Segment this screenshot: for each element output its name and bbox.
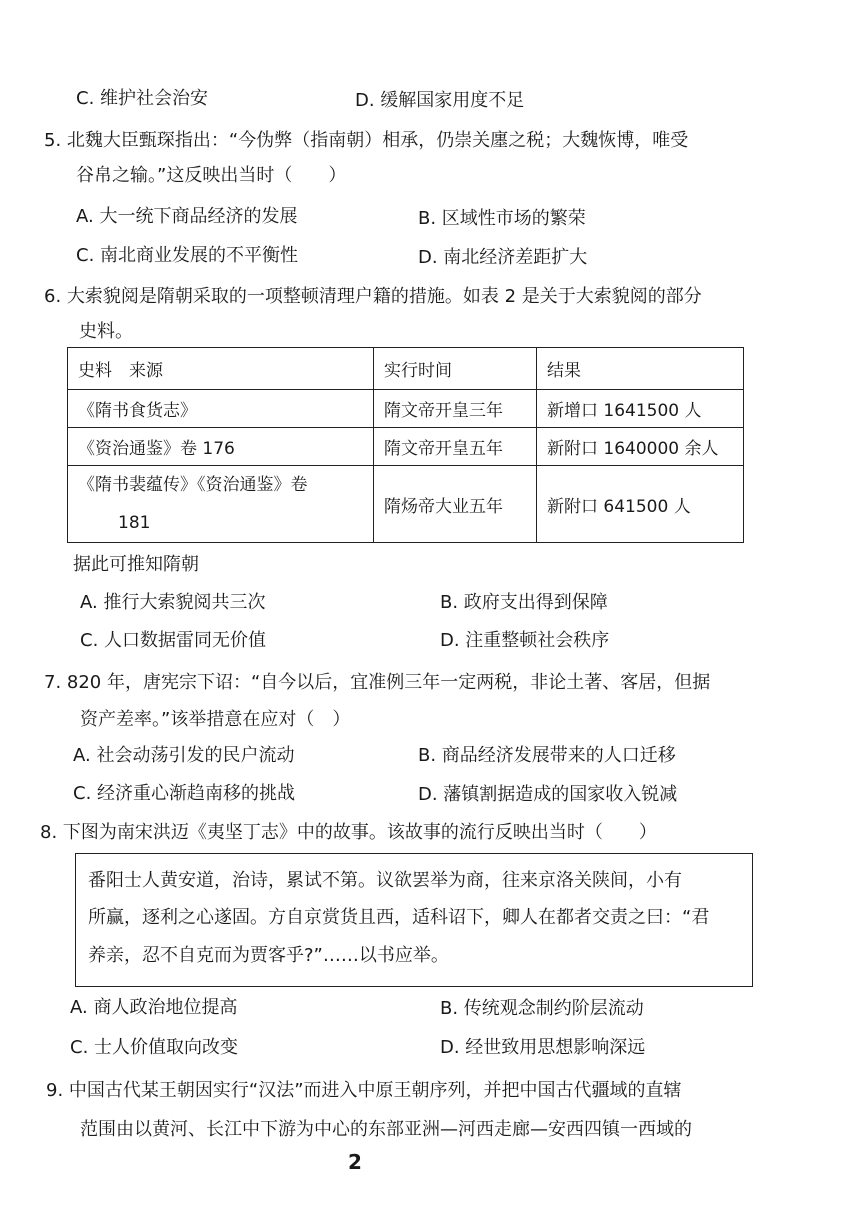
q9-stem-line1: 9. 中国古代某王朝因实行“汉法”而进入中原王朝序列，并把中国古代疆域的直辖 (46, 1080, 682, 1101)
q8-quote-box (75, 853, 753, 987)
table-cell-result: 新附口 641500 人 (537, 466, 744, 543)
table-cell-result: 新增口 1641500 人 (537, 390, 744, 428)
table-cell-source (68, 466, 374, 543)
table-cell-source: 《资治通鉴》卷 176 (68, 428, 374, 466)
q6-stem-line2: 史料。 (79, 321, 133, 342)
table-cell-time: 隋炀帝大业五年 (374, 466, 537, 543)
table-header: 实行时间 (374, 348, 537, 390)
q6-stem-line1: 6. 大索貌阅是隋朝采取的一项整顿清理户籍的措施。如表 2 是关于大索貌阅的部分 (44, 286, 702, 307)
table-row (68, 390, 744, 428)
q7-option-c[interactable]: C. 经济重心渐趋南移的挑战 (73, 783, 296, 804)
table-header: 史料 来源 (68, 348, 374, 390)
q6-after-table: 据此可推知隋朝 (73, 554, 199, 575)
q7-stem-line1: 7. 820 年，唐宪宗下诏：“自今以后，宜准例三年一定两税，非论土著、客居，但据 (44, 672, 711, 693)
q7-option-d[interactable]: D. 藩镇割据造成的国家收入锐减 (418, 784, 678, 805)
table-header: 结果 (537, 348, 744, 390)
q6-option-a[interactable]: A. 推行大索貌阅共三次 (80, 592, 266, 613)
table-cell-source: 《隋书食货志》 (68, 390, 374, 428)
table-cell-source-line1: 《隋书裴蕴传》《资治通鉴》卷 (78, 475, 308, 495)
q8-option-c[interactable]: C. 士人价值取向改变 (70, 1037, 239, 1058)
q8-stem: 8. 下图为南宋洪迈《夷坚丁志》中的故事。该故事的流行反映出当时（ ） (40, 822, 657, 843)
q8-quote-line1: 番阳士人黄安道，治诗，累试不第。议欲罢举为商，往来京洛关陕间，小有 (88, 870, 682, 891)
q4-option-d[interactable]: D. 缓解国家用度不足 (355, 90, 525, 111)
page-number: 2 (348, 1150, 362, 1174)
table-cell-result: 新附口 1640000 余人 (537, 428, 744, 466)
table-cell-time: 隋文帝开皇三年 (374, 390, 537, 428)
q7-option-a[interactable]: A. 社会动荡引发的民户流动 (73, 745, 295, 766)
q5-option-d[interactable]: D. 南北经济差距扩大 (418, 247, 588, 268)
q6-option-d[interactable]: D. 注重整顿社会秩序 (440, 630, 610, 651)
source-table (67, 347, 744, 543)
q7-stem-line2: 资产差率。”该举措意在应对（ ） (80, 709, 351, 730)
q5-stem-line1: 5. 北魏大臣甄琛指出：“今伪弊（指南朝）相承，仍崇关廛之税；大魏恢博，唯受 (44, 130, 689, 151)
q9-stem-line2: 范围由以黄河、长江中下游为中心的东部亚洲—河西走廊—安西四镇一西域的 (80, 1119, 692, 1140)
q8-option-a[interactable]: A. 商人政治地位提高 (70, 997, 238, 1018)
q6-option-c[interactable]: C. 人口数据雷同无价值 (80, 630, 267, 651)
q7-option-b[interactable]: B. 商品经济发展带来的人口迁移 (418, 745, 676, 766)
q5-option-c[interactable]: C. 南北商业发展的不平衡性 (76, 245, 299, 266)
q8-option-d[interactable]: D. 经世致用思想影响深远 (440, 1037, 646, 1058)
q6-option-b[interactable]: B. 政府支出得到保障 (440, 592, 608, 613)
q5-option-b[interactable]: B. 区域性市场的繁荣 (418, 208, 586, 229)
q5-stem-line2: 谷帛之输。”这反映出当时（ ） (76, 165, 347, 186)
table-row (68, 428, 744, 466)
table-header-row (68, 348, 744, 390)
table-row (68, 466, 744, 543)
table-cell-time: 隋文帝开皇五年 (374, 428, 537, 466)
q8-quote-line2: 所赢，逐利之心遂固。方自京赏货且西，适科诏下，卿人在都者交责之曰：“君 (88, 907, 710, 928)
q4-option-c[interactable]: C. 维护社会治安 (76, 88, 209, 109)
q8-option-b[interactable]: B. 传统观念制约阶层流动 (440, 998, 644, 1019)
q8-quote-line3: 养亲，忍不自克而为贾客乎?”……以书应举。 (88, 945, 449, 966)
table-cell-source-line2: 181 (118, 513, 151, 533)
q5-option-a[interactable]: A. 大一统下商品经济的发展 (76, 206, 298, 227)
